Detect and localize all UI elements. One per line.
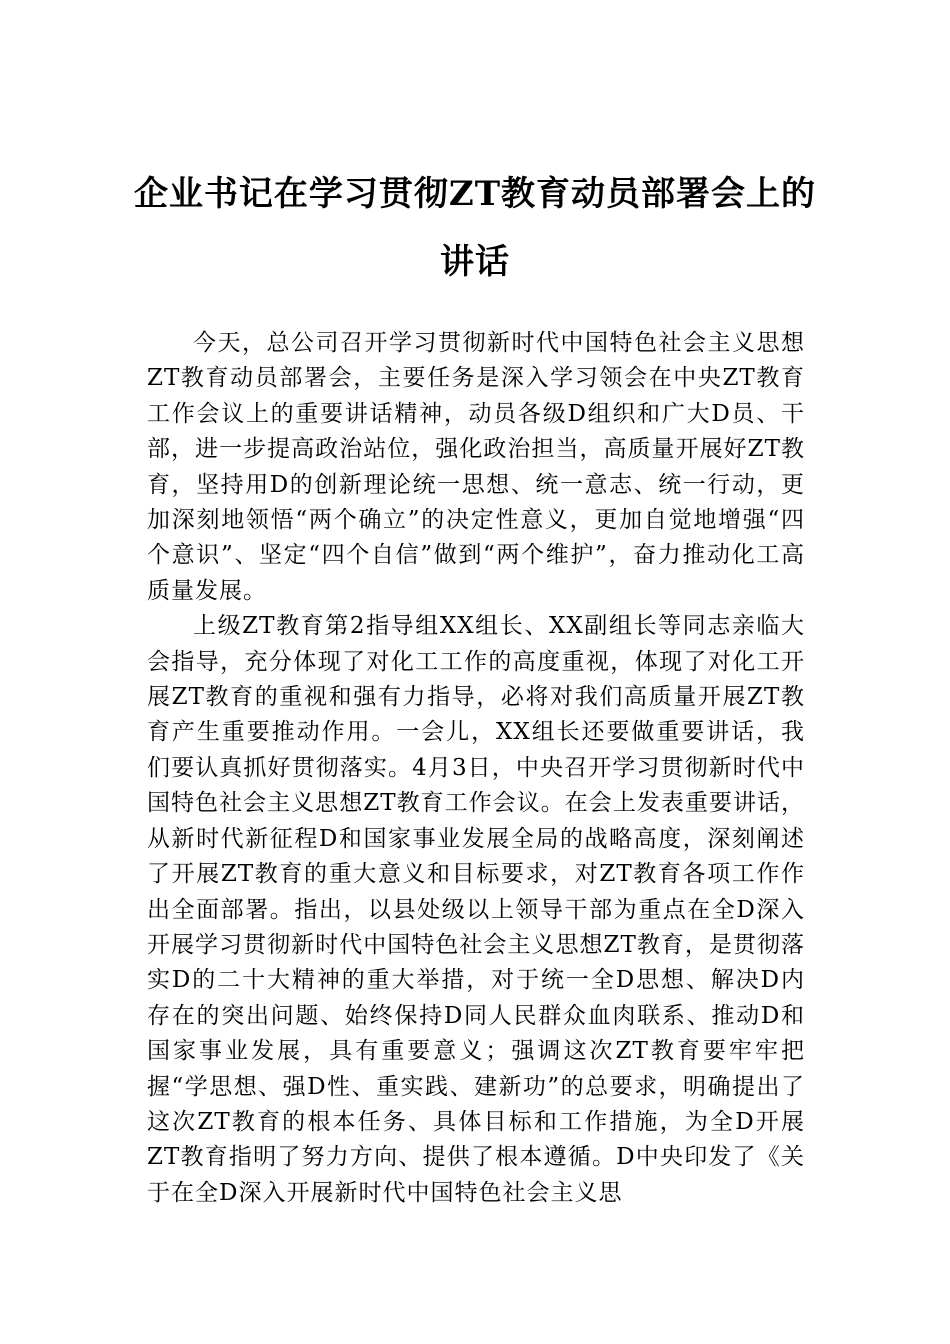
paragraph: 今天，总公司召开学习贯彻新时代中国特色社会主义思想ZT教育动员部署会，主要任务是深入学习领会在中央ZT教育工作会议上的重要讲话精神，动员各级D组织和广大D员、干部，进一步提高政治站位，强化政治担当，高质量开展好ZT教育，坚持用D的创新理论统一思想、统一意志、统一行动，更加深刻地领悟“两个确立”的决定性意义，更加自觉地增强“四个意识”、坚定“四个自信”做到“两个维护”，奋力推动化工高质量发展。 xyxy=(147,330,805,604)
document-body xyxy=(147,326,805,1211)
document-title: 企业书记在学习贯彻ZT教育动员部署会上的讲话 xyxy=(133,174,817,282)
paragraph: 上级ZT教育第2指导组XX组长、XX副组长等同志亲临大会指导，充分体现了对化工工作的高度重视，体现了对化工开展ZT教育的重视和强有力指导，必将对我们高质量开展ZT教育产生重要推动作用。一会儿，XX组长还要做重要讲话，我们要认真抓好贯彻落实。4月3日，中央召开学习贯彻新时代中国特色社会主义思想ZT教育工作会议。在会上发表重要讲话，从新时代新征程D和国家事业发展全局的战略高度，深刻阐述了开展ZT教育的重大意义和目标要求，对ZT教育各项工作作出全面部署。指出，以县处级以上领导干部为重点在全D深入开展学习贯彻新时代中国特色社会主义思想ZT教育，是贯彻落实D的二十大精神的重大举措，对于统一全D思想、解决D内存在的突出问题、始终保持D同人民群众血肉联系、推动D和国家事业发展，具有重要意义；强调这次ZT教育要牢牢把握“学思想、强D性、重实践、建新功”的总要求，明确提出了这次ZT教育的根本任务、具体目标和工作措施，为全D开展ZT教育指明了努力方向、提供了根本遵循。D中央印发了《关于在全D深入开展新时代中国特色社会主义思 xyxy=(147,613,805,1206)
